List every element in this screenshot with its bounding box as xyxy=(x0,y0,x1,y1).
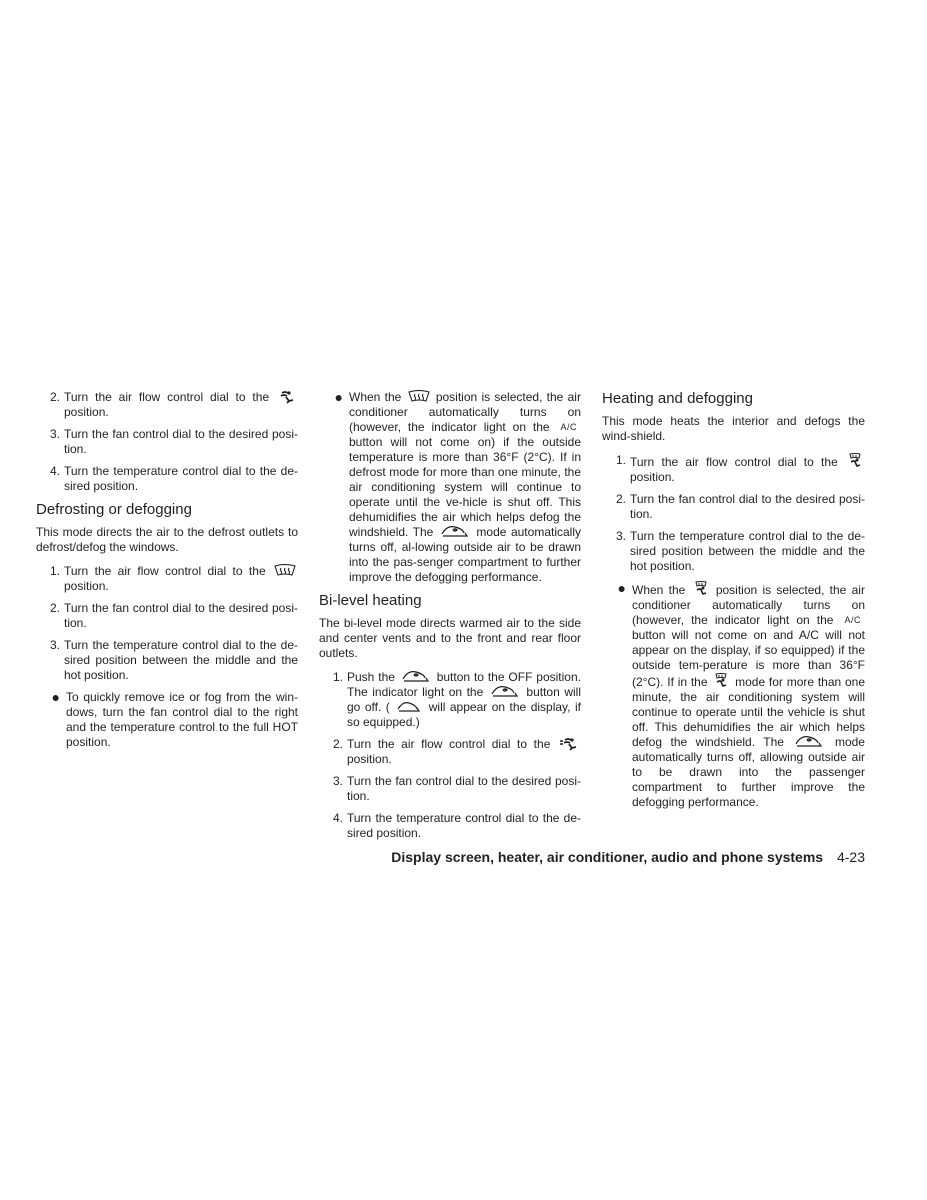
item-text: button to the OFF position. The indicator light on the xyxy=(347,670,581,699)
list-item xyxy=(319,774,581,804)
item-text: Turn the fan control dial to the desired posi-tion. xyxy=(64,601,298,630)
section-heading-bi-level: Bi-level heating xyxy=(319,592,422,609)
item-text: position. xyxy=(64,405,109,419)
item-text: button will not come on) if the outside temperature is more than 36°F (2°C). If in defrost mode for more than one minute, the air conditioning system will continue to operate until the ve-hicle is shut off. This dehumidifies the air which helps defog the windshield. The xyxy=(349,435,581,539)
item-text: button will not come on and A/C will not appear on the display, if so equipped) if the outside tem-perature is more than 36°F (2°C). If in the xyxy=(632,628,865,689)
list-marker: 1. xyxy=(615,453,626,467)
list-item xyxy=(602,492,865,522)
list-item xyxy=(319,811,581,841)
air-recirculation-icon xyxy=(794,735,824,749)
list-item xyxy=(36,564,298,594)
list-marker: 2. xyxy=(615,492,626,506)
item-text: position. xyxy=(64,579,109,593)
bullet-item xyxy=(602,581,865,810)
list-marker: 4. xyxy=(49,464,60,478)
item-text: To quickly remove ice or fog from the win-dows, turn the fan control dial to the right and the temperature control to the full HOT position. xyxy=(66,690,298,749)
item-text: Turn the temperature control dial to the de-sired position. xyxy=(64,464,298,493)
bullet-marker: ● xyxy=(334,389,343,405)
bullet-item xyxy=(319,390,581,585)
item-text: Turn the air flow control dial to the xyxy=(347,737,551,751)
item-text: Turn the temperature control dial to the de-sired position between the middle and the hot position. xyxy=(64,638,298,682)
bullet-marker: ● xyxy=(617,580,626,596)
item-text: Turn the fan control dial to the desired posi-tion. xyxy=(64,427,298,456)
column-left xyxy=(36,390,298,757)
list-item xyxy=(36,601,298,631)
list-marker: 2. xyxy=(332,737,343,751)
item-text: Push the xyxy=(347,670,395,684)
list-item xyxy=(36,464,298,494)
item-text: mode for more than one minute, the air conditioning system will continue to operate until the vehicle is shut off. This dehumidifies the air which helps defog the windshield. The xyxy=(632,675,865,749)
air-recirculation-icon xyxy=(401,670,431,684)
item-text: Turn the air flow control dial to the xyxy=(64,390,270,404)
list-item xyxy=(319,670,581,730)
item-text: Turn the fan control dial to the desired posi-tion. xyxy=(630,492,865,521)
list-item xyxy=(36,638,298,683)
list-item xyxy=(36,427,298,457)
item-text: Turn the air flow control dial to the xyxy=(64,564,266,578)
item-text: position is selected, the air conditioner automatically turns on (however, the indicator light on the xyxy=(632,583,865,627)
list-marker: 3. xyxy=(615,529,626,543)
section-intro: This mode heats the interior and defogs the wind-shield. xyxy=(602,414,865,443)
list-marker: 1. xyxy=(332,670,343,684)
floor-defrost-icon xyxy=(847,453,863,469)
list-item xyxy=(319,737,581,767)
list-marker: 2. xyxy=(49,601,60,615)
bi-level-icon xyxy=(559,737,579,751)
section-heading-heating-defogging: Heating and defogging xyxy=(602,390,753,407)
bullet-item xyxy=(36,690,298,750)
bi-level-icon xyxy=(278,390,296,404)
item-text: Turn the fan control dial to the desired posi-tion. xyxy=(347,774,581,803)
ac-button-label: A/C xyxy=(844,615,861,625)
column-right xyxy=(602,390,865,817)
item-text: Turn the temperature control dial to the de-sired position. xyxy=(347,811,581,840)
list-marker: 3. xyxy=(49,427,60,441)
floor-defrost-icon xyxy=(713,673,729,689)
ac-button-label: A/C xyxy=(560,422,577,432)
item-text: button will go off. ( xyxy=(347,685,581,714)
air-recirculation-icon xyxy=(440,525,470,539)
floor-defrost-icon xyxy=(693,581,709,597)
item-text: position is selected, the air conditioner automatically turns on (however, the indicator light on the xyxy=(349,390,581,434)
item-text: Turn the air flow control dial to the xyxy=(630,455,838,469)
air-recirculation-icon xyxy=(396,700,422,714)
item-text: Turn the temperature control dial to the de-sired position between the middle and the hot position. xyxy=(630,529,865,573)
list-item xyxy=(602,453,865,485)
footer-title: Display screen, heater, air conditioner, audio and phone systems xyxy=(391,849,824,865)
list-item xyxy=(602,529,865,574)
section-heading-defrosting: Defrosting or defogging xyxy=(36,501,192,518)
list-marker: 2. xyxy=(49,390,60,404)
page-number: 4-23 xyxy=(836,849,865,865)
item-text: position. xyxy=(347,752,392,766)
defrost-icon xyxy=(408,390,430,404)
list-marker: 3. xyxy=(49,638,60,652)
item-text: When the xyxy=(349,390,402,404)
item-text: mode automatically turns off, al-lowing outside air to be drawn into the pas-senger compartment to further improve the defogging performance. xyxy=(349,525,581,584)
column-middle xyxy=(319,390,581,848)
page-footer xyxy=(391,849,865,865)
section-intro: This mode directs the air to the defrost outlets to defrost/defog the windows. xyxy=(36,525,298,554)
list-marker: 4. xyxy=(332,811,343,825)
bullet-marker: ● xyxy=(51,689,60,705)
air-recirculation-icon xyxy=(490,685,520,699)
section-intro: The bi-level mode directs warmed air to the side and center vents and to the front and rear floor outlets. xyxy=(319,616,581,660)
item-text: When the xyxy=(632,583,686,597)
list-marker: 3. xyxy=(332,774,343,788)
item-text: position. xyxy=(630,470,675,484)
item-text: will appear on the display, if so equipped.) xyxy=(347,700,581,729)
item-text: mode automatically turns off, allowing outside air to be drawn into the passenger compartment to further improve the defogging performance. xyxy=(632,735,865,809)
list-marker: 1. xyxy=(49,564,60,578)
defrost-icon xyxy=(274,564,296,578)
list-item xyxy=(36,390,298,420)
